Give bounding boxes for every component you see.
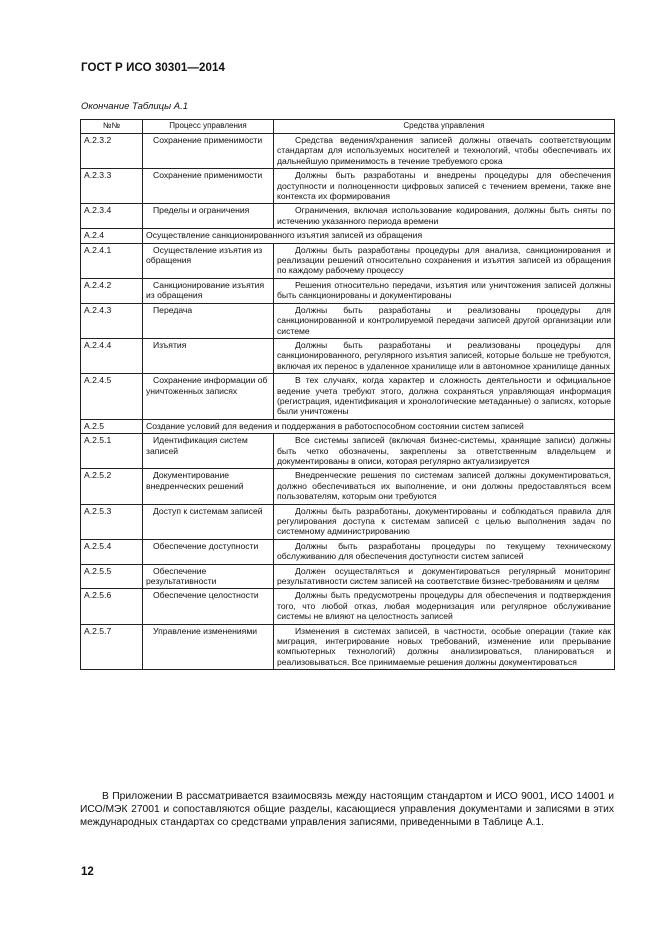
- table-caption: Окончание Таблицы А.1: [81, 101, 188, 112]
- row-process: [143, 134, 274, 169]
- table-section-row: [81, 419, 615, 433]
- table-section-row: [81, 229, 615, 243]
- row-means-text: Должны быть разработаны, документированы и соблюдаться правила для регулирования доступа к системам записей с целью выполнения задач по системному администрированию: [277, 505, 611, 537]
- row-process-text: Обеспечение доступности: [153, 540, 259, 551]
- column-header-number: №№: [81, 120, 143, 134]
- row-means-text: Изменения в системах записей, в частности, особые операции (такие как миграция, интегрирование новых требований, изменение или прерывание компьютерных технологий) должны анализироваться, планироваться и реализовываться. Все принимаемые решения должны документироваться: [277, 625, 611, 667]
- row-number: А.2.3.4: [81, 204, 143, 229]
- row-process-text: Санкционирование изъятия из обращения: [146, 279, 265, 301]
- row-process-text: Управление изменениями: [153, 625, 258, 636]
- column-header-means: Средства управления: [274, 120, 615, 134]
- row-process: [143, 338, 274, 373]
- row-process: [143, 539, 274, 564]
- row-means: [274, 204, 615, 229]
- row-process-text: Документирование внедренческих решений: [146, 470, 244, 491]
- section-title: Осуществление санкционированного изъятия записей из обращения: [143, 229, 615, 243]
- controls-table: [80, 119, 615, 670]
- row-process: [143, 169, 274, 204]
- row-means: [274, 303, 615, 338]
- row-process-text: Сохранение информации об уничтоженных записях: [146, 375, 268, 396]
- row-number: А.2.4.4: [81, 338, 143, 373]
- row-process-text: Обеспечение результативности: [146, 565, 217, 587]
- row-process-text: Изъятия: [153, 339, 187, 350]
- section-title: Создание условий для ведения и поддержания в работоспособном состоянии систем записей: [143, 419, 615, 433]
- document-header: ГОСТ Р ИСО 30301—2014: [81, 62, 226, 74]
- row-means-text: Должны быть разработаны и реализованы процедуры для санкционированной и контролируемой передачи записей другой организации или системе: [277, 304, 611, 336]
- table-row: [81, 243, 615, 278]
- page-number: 12: [81, 866, 94, 878]
- table-row: [81, 374, 615, 420]
- row-number: А.2.5.5: [81, 564, 143, 589]
- table-row: [81, 504, 615, 539]
- row-means-text: Должны быть разработаны и внедрены процедуры для обеспечения доступности и полноценности цифровых записей с течением времени, также вне контекста их формирования: [277, 170, 611, 202]
- row-process-text: Сохранение применимости: [153, 170, 263, 181]
- row-means: [274, 374, 615, 420]
- table-row: [81, 338, 615, 373]
- row-means: [274, 589, 615, 624]
- row-number: А.2.4.2: [81, 278, 143, 303]
- row-process-text: Сохранение применимости: [153, 135, 263, 145]
- row-number: А.2.4.5: [81, 374, 143, 420]
- row-number: А.2.4.1: [81, 243, 143, 278]
- row-means-text: Должны быть разработаны и реализованы процедуры для санкционированного, регулярного изъятия записей, которые больше не требуются, включая их перенос в удаленное хранилище или в автономное хранилище данных: [277, 339, 611, 371]
- row-process: [143, 504, 274, 539]
- row-means-text: Должны быть разработаны процедуры для анализа, санкционирования и реализации решений относительно сохранения и изъятия записей из обращения по каждому рабочему процессу: [277, 244, 611, 276]
- row-process-text: Обеспечение целостности: [153, 590, 259, 601]
- row-means: [274, 564, 615, 589]
- row-process: [143, 204, 274, 229]
- row-process: [143, 278, 274, 303]
- row-process: [143, 564, 274, 589]
- row-means-text: Должны быть предусмотрены процедуры для обеспечения и подтверждения того, что любой отказ, любая модернизация или регулярное обслуживание системы не влияют на целостность записей: [277, 590, 611, 622]
- row-means-text: Ограничения, включая использование кодирования, должны быть сняты по истечению указанного периода времени: [277, 205, 611, 226]
- row-process: [143, 589, 274, 624]
- row-process: [143, 624, 274, 670]
- row-means-text: Решения относительно передачи, изъятия или уничтожения записей должны быть санкционированы и документированы: [277, 279, 611, 301]
- row-process-text: Передача: [153, 304, 193, 315]
- row-process: [143, 374, 274, 420]
- row-number: А.2.5.2: [81, 469, 143, 504]
- table-row: [81, 169, 615, 204]
- table-header-row: [81, 120, 615, 134]
- row-process-text: Пределы и ограничения: [153, 205, 250, 216]
- table-row: [81, 204, 615, 229]
- table-row: [81, 589, 615, 624]
- row-means: [274, 134, 615, 169]
- row-means: [274, 338, 615, 373]
- section-number: А.2.5: [81, 419, 143, 433]
- table-row: [81, 278, 615, 303]
- row-number: А.2.5.1: [81, 434, 143, 469]
- table-row: [81, 303, 615, 338]
- row-means: [274, 624, 615, 670]
- row-means: [274, 243, 615, 278]
- row-means: [274, 169, 615, 204]
- table-row: [81, 434, 615, 469]
- row-means: [274, 278, 615, 303]
- row-number: А.2.5.3: [81, 504, 143, 539]
- row-number: А.2.4.3: [81, 303, 143, 338]
- table-row: [81, 469, 615, 504]
- row-means: [274, 504, 615, 539]
- table-row: [81, 539, 615, 564]
- row-number: А.2.5.6: [81, 589, 143, 624]
- row-means-text: Все системы записей (включая бизнес-системы, хранящие записи) должны быть четко обозначены, закреплены за ответственным владельцем и документированы в описи, которая регулярно актуализируется: [277, 435, 611, 466]
- row-number: А.2.5.7: [81, 624, 143, 670]
- row-means: [274, 539, 615, 564]
- section-number: А.2.4: [81, 229, 143, 243]
- table-row: [81, 564, 615, 589]
- column-header-process: Процесс управления: [143, 120, 274, 134]
- row-means-text: Должны быть разработаны процедуры по текущему техническому обслуживанию для обеспечения доступности систем записей: [277, 540, 611, 562]
- row-process-text: Идентификация систем записей: [146, 435, 248, 456]
- row-means: [274, 469, 615, 504]
- row-process: [143, 243, 274, 278]
- row-means-text: Внедренческие решения по системам записей должны документироваться, должно обеспечиваться их выполнение, и они должны предоставляться всем пользователям, которым они требуются: [277, 470, 611, 502]
- row-means-text: Средства ведения/хранения записей должны отвечать соответствующим стандартам для используемых носителей и технологий, чтобы обеспечивать их дальнейшую применимость в течение требуемого срока: [277, 135, 611, 166]
- row-process: [143, 303, 274, 338]
- row-process: [143, 434, 274, 469]
- row-means-text: Должен осуществляться и документироваться регулярный мониторинг результативности систем записей на соответствие бизнес-требованиям и целям: [277, 565, 611, 587]
- table-row: [81, 624, 615, 670]
- row-process-text: Осуществление изъятия из обращения: [146, 244, 263, 266]
- body-paragraph: В Приложении В рассматривается взаимосвязь между настоящим стандартом и ИСО 9001, ИСО 14001 и ИСО/МЭК 27001 и сопоставляются общие разделы, касающиеся управления документами и записями в этих международных стандартах со средствами управления записями, приведенными в Таблице А.1.: [80, 791, 614, 829]
- row-number: А.2.3.2: [81, 134, 143, 169]
- row-means-text: В тех случаях, когда характер и сложность деятельности и официальное ведение учета требуют этого, должна сохраняться управляющая информация (регистрация, идентификация и хронологические метаданные) о записях, которые были уничтожены: [277, 375, 611, 417]
- row-number: А.2.3.3: [81, 169, 143, 204]
- row-number: А.2.5.4: [81, 539, 143, 564]
- row-process: [143, 469, 274, 504]
- row-process-text: Доступ к системам записей: [153, 505, 263, 516]
- table-row: [81, 134, 615, 169]
- row-means: [274, 434, 615, 469]
